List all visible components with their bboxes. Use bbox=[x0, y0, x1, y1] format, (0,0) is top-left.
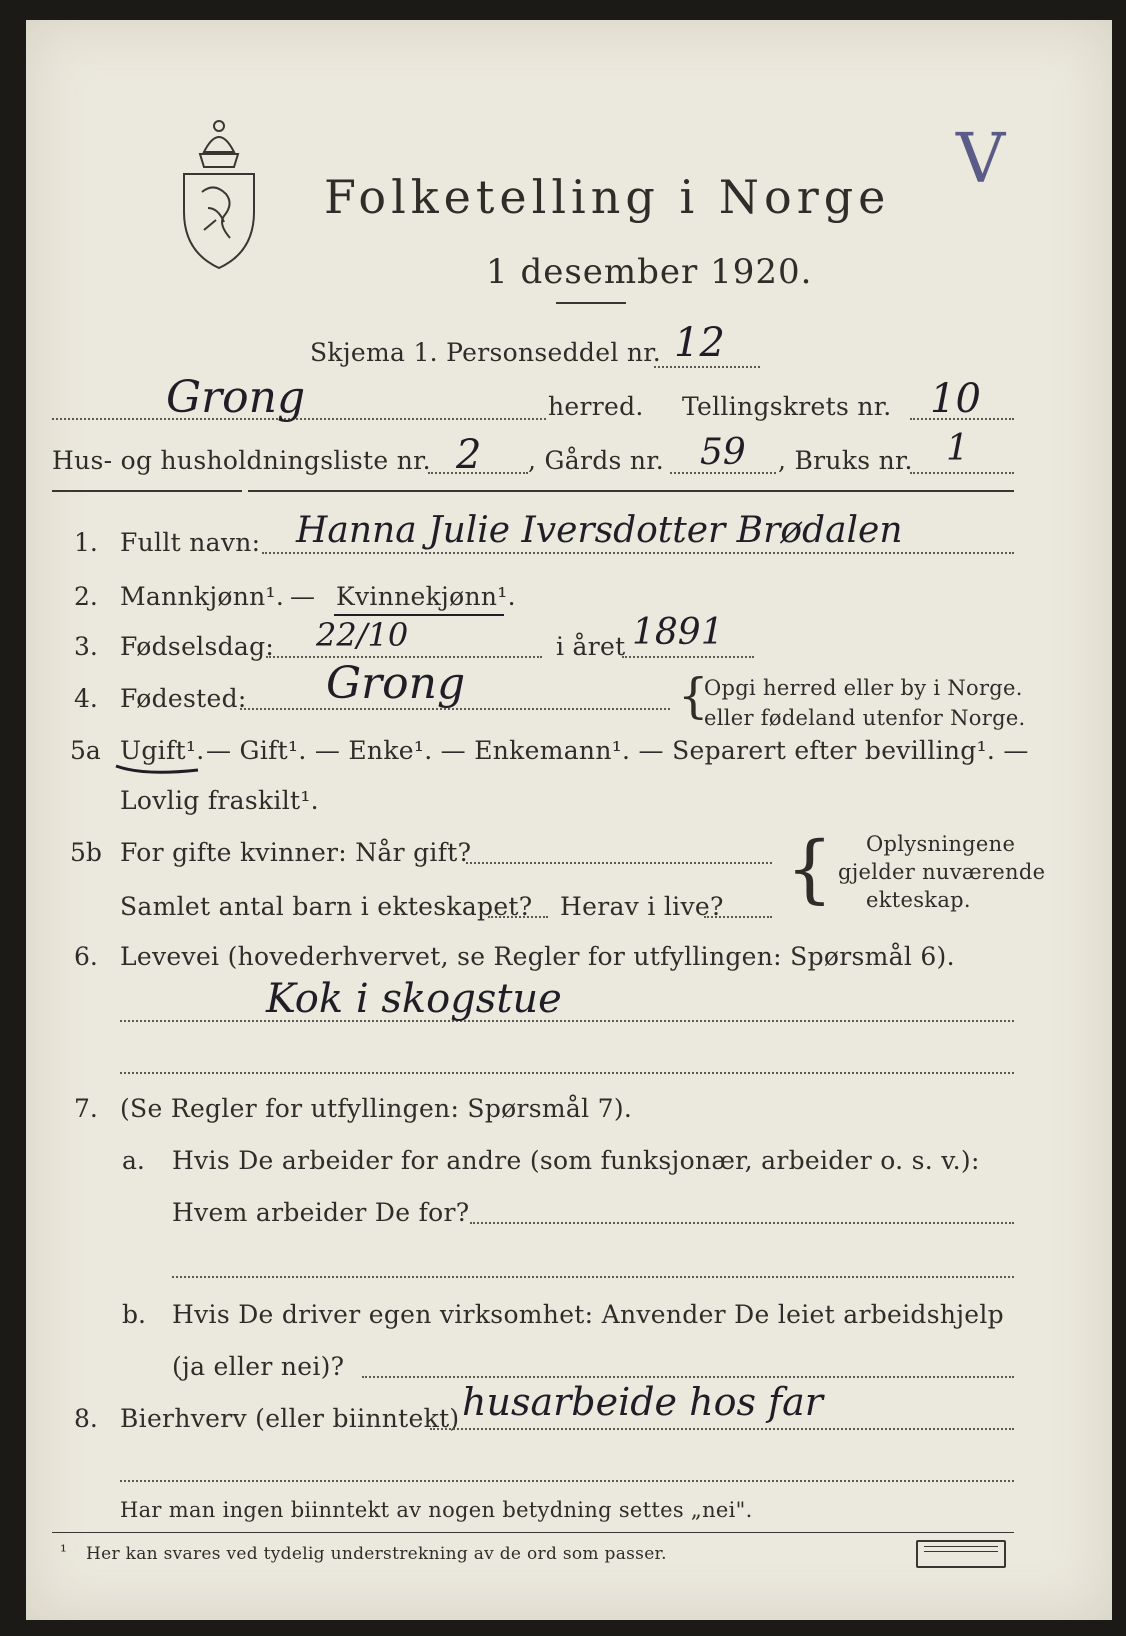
header-rule-right bbox=[248, 490, 1014, 492]
q6-field-line-1 bbox=[120, 1020, 1014, 1022]
bruks-field-line bbox=[910, 472, 1014, 474]
bruks-nr[interactable]: 1 bbox=[946, 428, 969, 469]
q2-number: 2. bbox=[74, 582, 98, 611]
q4-note-brace: { bbox=[678, 668, 709, 724]
q3-birthdate[interactable]: 22/10 bbox=[316, 616, 409, 654]
q1-label: Fullt navn: bbox=[120, 528, 261, 557]
q5a-other-options[interactable]: — Gift¹. — Enke¹. — Enkemann¹. — Separert efter bevilling¹. — bbox=[206, 736, 1029, 765]
gards-nr[interactable]: 59 bbox=[700, 432, 746, 473]
footnote-mark: ¹ bbox=[60, 1542, 68, 1562]
q7-label: (Se Regler for utfyllingen: Spørsmål 7). bbox=[120, 1094, 633, 1123]
q4-note-line1: Opgi herred eller by i Norge. bbox=[704, 676, 1023, 700]
q4-birthplace[interactable]: Grong bbox=[326, 658, 466, 709]
census-form-sheet bbox=[26, 20, 1112, 1620]
coat-of-arms-icon bbox=[174, 112, 264, 272]
q5b-note-line2: gjelder nuværende bbox=[838, 860, 1046, 884]
form-subtitle: 1 desember 1920. bbox=[486, 252, 813, 292]
personseddel-nr[interactable]: 12 bbox=[674, 320, 725, 366]
q5b-number: 5b bbox=[70, 838, 102, 867]
tellingskrets-label: Tellingskrets nr. bbox=[682, 392, 892, 421]
title-divider bbox=[556, 302, 626, 304]
footnote-text: Her kan svares ved tydelig understrekning av de ord som passer. bbox=[86, 1544, 667, 1564]
q8-label: Bierhverv (eller biinntekt) bbox=[120, 1404, 460, 1433]
q7a-number: a. bbox=[122, 1146, 145, 1175]
q5b-note-line3: ekteskap. bbox=[866, 888, 971, 912]
q6-label: Levevei (hovederhvervet, se Regler for utfyllingen: Spørsmål 6). bbox=[120, 942, 955, 971]
q7a-line2: Hvem arbeider De for? bbox=[172, 1198, 470, 1227]
q6-number: 6. bbox=[74, 942, 98, 971]
q7b-line1: Hvis De driver egen virksomhet: Anvender De leiet arbeidshjelp bbox=[172, 1300, 1004, 1329]
q5b-note-brace: { bbox=[786, 826, 834, 912]
q5b-line2b: Herav i live? bbox=[560, 892, 724, 921]
q7b-number: b. bbox=[122, 1300, 146, 1329]
personseddel-field-line bbox=[654, 366, 760, 368]
q2-male-option[interactable]: Mannkjønn¹. bbox=[120, 582, 285, 611]
q5b-line1: For gifte kvinner: Når gift? bbox=[120, 838, 472, 867]
husliste-nr[interactable]: 2 bbox=[456, 432, 482, 478]
q3-number: 3. bbox=[74, 632, 98, 661]
q5b-alive-field-line bbox=[704, 916, 772, 918]
q5b-note-line1: Oplysningene bbox=[866, 832, 1016, 856]
q4-label: Fødested: bbox=[120, 684, 247, 713]
q7b-field-line bbox=[362, 1376, 1014, 1378]
q8-field-line-1 bbox=[430, 1428, 1014, 1430]
q6-occupation[interactable]: Kok i skogstue bbox=[266, 976, 562, 1022]
q1-field-line bbox=[262, 552, 1014, 554]
q8-field-line-2 bbox=[120, 1480, 1014, 1482]
q1-full-name[interactable]: Hanna Julie Iversdotter Brødalen bbox=[296, 510, 903, 551]
q3-year-label: i året bbox=[556, 632, 626, 661]
q1-number: 1. bbox=[74, 528, 98, 557]
form-title: Folketelling i Norge bbox=[324, 170, 891, 224]
q6-field-line-2 bbox=[120, 1072, 1014, 1074]
q7a-field-line-2 bbox=[172, 1276, 1014, 1278]
q5a-line2[interactable]: Lovlig fraskilt¹. bbox=[120, 786, 319, 815]
q5b-line2a: Samlet antal barn i ekteskapet? bbox=[120, 892, 533, 921]
q3-birth-year[interactable]: 1891 bbox=[632, 612, 724, 653]
q3-label: Fødselsdag: bbox=[120, 632, 275, 661]
husliste-label: Hus- og husholdningsliste nr. bbox=[52, 446, 431, 475]
q4-note-line2: eller fødeland utenfor Norge. bbox=[704, 706, 1026, 730]
bruks-label: , Bruks nr. bbox=[778, 446, 913, 475]
header-rule-left bbox=[52, 490, 242, 492]
q2-separator: — bbox=[290, 582, 316, 611]
q7b-line2: (ja eller nei)? bbox=[172, 1352, 345, 1381]
q5a-ugift-underline bbox=[114, 762, 200, 776]
q5b-children-field-line bbox=[488, 916, 548, 918]
printer-stamp bbox=[916, 1540, 1006, 1568]
q8-side-income[interactable]: husarbeide hos far bbox=[462, 1380, 823, 1424]
herred-label: herred. bbox=[548, 392, 644, 421]
q5a-number: 5a bbox=[70, 736, 101, 765]
footer-note: Har man ingen biinntekt av nogen betydning settes „nei". bbox=[120, 1498, 753, 1522]
gards-label: , Gårds nr. bbox=[528, 446, 665, 475]
q8-number: 8. bbox=[74, 1404, 98, 1433]
q5b-married-field-line bbox=[466, 862, 772, 864]
herred-value[interactable]: Grong bbox=[166, 372, 306, 423]
check-mark: V bbox=[956, 120, 1006, 199]
q7a-line1: Hvis De arbeider for andre (som funksjonær, arbeider o. s. v.): bbox=[172, 1146, 980, 1175]
schema-label: Skjema 1. Personseddel nr. bbox=[310, 338, 662, 367]
q2-female-option[interactable]: Kvinnekjønn¹. bbox=[336, 582, 516, 611]
q7a-field-line-1 bbox=[470, 1222, 1014, 1224]
q3-year-field-line bbox=[622, 656, 754, 658]
footer-rule bbox=[52, 1532, 1014, 1533]
tellingskrets-nr[interactable]: 10 bbox=[930, 376, 981, 422]
q5a-ugift-option[interactable]: Ugift¹. bbox=[120, 736, 205, 765]
q4-number: 4. bbox=[74, 684, 98, 713]
q7-number: 7. bbox=[74, 1094, 98, 1123]
